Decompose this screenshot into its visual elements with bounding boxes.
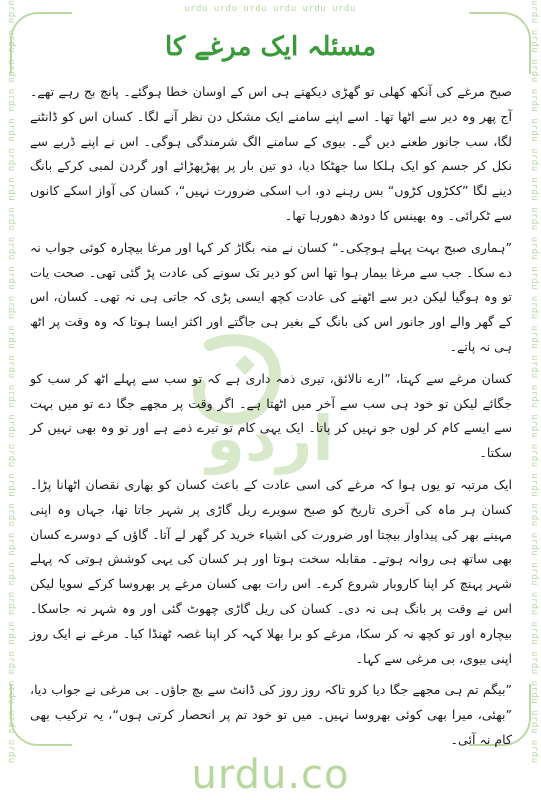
top-border-pattern: urdu urdu urdu urdu urdu urdu	[184, 4, 356, 14]
left-border-pattern: urdu urdu urdu urdu urdu urdu urdu urdu urdu urdu urdu urdu urdu urdu urdu urdu urdu urdu urdu urdu urdu urdu urdu urdu urdu urdu	[6, 0, 16, 764]
paragraph-5: ”بیگم تم ہی مجھے جگا دیا کرو تاکہ روز روز کی ڈانٹ سے بچ جاؤں۔ بی مرغی نے جواب دیا، ”بھئی، میرا بھی کوئی بھروسا نہیں۔ میں تو خود تم پر انحصار کرتی ہوں“، یہ ترکیب بھی کام نہ آئی۔	[30, 682, 512, 747]
story-title: مسئلہ ایک مرغے کا	[164, 32, 377, 62]
paragraph-2: ”ہماری صبح بہت پہلے ہوچکی۔“ کسان نے منہ بگاڑ کر کہا اور مرغا بیچارہ کوئی جواب نہ دے سکا۔ جب سے مرغا بیمار ہوا تھا اس کو دیر تک سونے کی عادت پڑ گئی تھی۔ صحت یات تو وہ ہوگیا لیکن دیر سے اٹھنے کی عادت کچھ ایسی پڑی کہ جاتی ہی نہ تھی۔ کسان، اس کے گھر والے اور جانور اس کی بانگ کے بغیر ہی جاگتے اور اکثر ایسا ہوتا کہ وہ وقت پر اٹھ ہی نہ پاتے۔	[30, 239, 512, 354]
corner-ornament-top-right	[469, 12, 531, 74]
paragraph-4: ایک مرتبہ تو یوں ہوا کہ مرغے کی اسی عادت کے باعث کسان کو بھاری نقصان اٹھانا پڑا۔ کسان ہر ماہ کی آخری تاریخ کو صبح سویرے ریل گاڑی پر شہر جاتا تھا، جہاں وہ اپنی مہینے بھر کی پیداوار بیچتا اور ضرورت کی اشیاء خرید کر گھر لے آتا۔ گاؤں کے دوسرے کسان بھی ساتھ ہی روانہ ہوتے۔ مقابلہ سخت ہوتا اور ہر کسان کی یہی کوشش ہوتی کہ پہلے شہر پہنچ کر اپنا کاروبار شروع کرے۔ اس رات بھی کسان مرغے پر بھروسا کرکے سویا لیکن اس نے وقت پر بانگ ہی نہ دی۔ کسان کی ریل گاڑی چھوٹ گئی اور وہ شہر نہ جاسکا۔ بیچارہ اور تو کچھ نہ کر سکا، مرغے کو برا بھلا کہہ کر اپنا غصہ ٹھنڈا کیا۔ مرغے نے ایک روز اپنی بیوی، بی مرغی سے کہا۔	[30, 476, 512, 666]
story-body	[30, 80, 512, 760]
paragraph-1: صبح مرغے کی آنکھ کھلی تو گھڑی دیکھتے ہی اس کے اوسان خطا ہوگئے۔ پانچ بج رہے تھے۔ آج پھر وہ دیر سے اٹھا تھا۔ اسے اپنے سامنے ایک مشکل دن نظر آنے لگا۔ کسان اس کو ڈانٹنے لگا، سب جانور طعنے دیں گے۔ بیوی کے سامنے الگ شرمندگی ہوگی۔ اس نے اپنے ڈربے سے نکل کر جسم کو ایک ہلکا سا جھٹکا دیا، دو تین بار پر پھڑپھڑائے اور گردن لمبی کرکے بانگ دینے لگا ”ککڑوں کڑوں“ بس رہنے دو، اب اسکی ضرورت نہیں“، کسان کی آواز اسکے کانوں سے ٹکرائی۔ وہ بھینس کا دودھ دھورہا تھا۔	[30, 84, 512, 223]
paragraph-3: کسان مرغے سے کہتا، ”ارے نالائق، تیری ذمہ داری ہے کہ تو سب سے پہلے اٹھ کر سب کو جگائے لیکن تو خود ہی سب سے آخر میں اٹھتا ہے۔ اگر وقت پر مجھے جگا دے تو میں بہت سے ایسے کام کر لوں جو نہیں کر پاتا۔ ایک یہی کام تو تیرے ذمے ہے اور تو وہ بھی نہیں کر سکتا۔	[30, 370, 512, 461]
right-border-pattern: urdu urdu urdu urdu urdu urdu urdu urdu urdu urdu urdu urdu urdu urdu urdu urdu urdu urdu urdu urdu urdu urdu urdu urdu urdu urdu	[529, 0, 539, 764]
footer-site-logo[interactable]: urdu.co	[191, 752, 350, 798]
corner-ornament-top-left	[10, 12, 72, 74]
watermark-text: اردو	[206, 402, 334, 475]
